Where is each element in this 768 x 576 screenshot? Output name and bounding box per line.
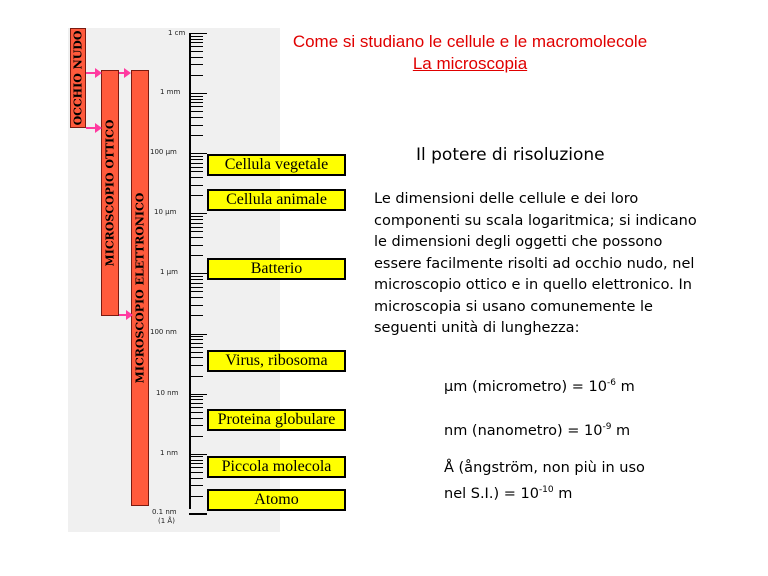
scale-tick: [189, 46, 203, 47]
scale-label-1cm: 1 cm: [168, 29, 186, 37]
scale-tick: [189, 33, 207, 34]
arrow-naked-eye: [86, 127, 96, 129]
scale-tick: [189, 291, 203, 292]
scale-label-0-1nm: 0.1 nm: [152, 508, 177, 516]
scale-tick: [189, 231, 203, 232]
naked-eye-label: OCCHIO NUDO: [71, 30, 85, 126]
scale-tick: [189, 343, 203, 344]
page-subtitle: La microscopia: [412, 54, 528, 73]
scale-tick: [189, 223, 203, 224]
scale-tick: [189, 111, 203, 112]
scale-tick: [189, 357, 203, 358]
scale-tick: [189, 460, 203, 461]
scale-tick: [189, 339, 203, 340]
scale-tick: [189, 396, 203, 397]
scale-tick: [189, 99, 203, 100]
scale-tick: [189, 347, 203, 348]
scale-tick: [189, 93, 207, 94]
unit-micrometer-text: µm (micrometro) = 10: [444, 378, 607, 395]
scale-tick: [189, 287, 203, 288]
scale-tick: [189, 227, 203, 228]
scale-tick: [189, 478, 203, 479]
scale-tick: [189, 273, 207, 274]
scale-tick: [189, 96, 203, 97]
scale-label-10nm: 10 nm: [156, 389, 179, 397]
unit-micrometer-exp: -6: [606, 378, 616, 388]
unit-micrometer: [444, 373, 635, 398]
scale-label-1-angstrom: (1 Å): [158, 517, 175, 525]
scale-label-10um: 10 µm: [154, 208, 177, 216]
scale-tick: [189, 177, 203, 178]
scale-tick: [189, 463, 203, 464]
unit-angstrom-suffix: m: [553, 485, 573, 502]
scale-tick: [189, 106, 203, 107]
scale-label-1um: 1 µm: [160, 268, 178, 276]
scale-tick: [189, 42, 203, 43]
scale-tick: [189, 334, 207, 335]
scale-tick: [189, 399, 203, 400]
scale-tick: [189, 407, 203, 408]
scale-tick: [189, 496, 203, 497]
scale-tick: [189, 195, 203, 196]
scale-tick: [189, 39, 203, 40]
scale-tick: [189, 403, 203, 404]
scale-tick: [189, 436, 203, 437]
scale-tick: [189, 159, 203, 160]
scale-tick: [189, 156, 203, 157]
unit-nanometer-suffix: m: [611, 422, 631, 439]
scale-tick: [189, 57, 203, 58]
section-heading: Il potere di risoluzione: [416, 145, 605, 165]
scale-tick: [189, 213, 207, 214]
electron-microscope-bar: [131, 70, 149, 506]
scale-tick: [189, 64, 203, 65]
electron-microscope-label: MICROSCOPIO ELETTRONICO: [133, 192, 147, 384]
scale-tick: [189, 135, 203, 136]
scale-tick: [189, 216, 203, 217]
scale-tick: [189, 279, 203, 280]
unit-angstrom-line1: Å (ångström, non più in uso: [444, 460, 645, 476]
scale-tick: [189, 117, 203, 118]
scale-tick: [189, 102, 203, 103]
scale-label-1mm: 1 mm: [160, 88, 181, 96]
unit-angstrom-text: nel S.I.) = 10: [444, 485, 539, 502]
scale-tick: [189, 454, 207, 455]
object-piccola-molecola: Piccola molecola: [207, 456, 346, 478]
scale-tick: [189, 297, 203, 298]
object-batterio: Batterio: [207, 258, 346, 280]
unit-nanometer-exp: -9: [602, 422, 612, 432]
page-title: Come si studiano le cellule e le macromolecole: [292, 32, 648, 51]
arrow-optical-top: [86, 72, 96, 74]
object-atomo: Atomo: [207, 489, 346, 511]
scale-tick: [189, 412, 203, 413]
scale-tick: [189, 336, 203, 337]
scale-tick: [189, 425, 203, 426]
scale-tick: [189, 485, 203, 486]
scale-tick: [189, 125, 203, 126]
unit-angstrom-line2: [444, 480, 645, 505]
optical-microscope-label: MICROSCOPIO OTTICO: [103, 119, 117, 267]
unit-nanometer: [444, 417, 630, 442]
scale-tick: [189, 467, 203, 468]
object-proteina-globulare: Proteina globulare: [207, 409, 346, 431]
scale-tick: [189, 219, 203, 220]
scale-tick: [189, 315, 203, 316]
scale-tick: [189, 245, 203, 246]
scale-tick: [189, 376, 203, 377]
scale-tick: [189, 185, 203, 186]
description-paragraph: Le dimensioni delle cellule e dei loro componenti su scala logaritmica; si indicano le dimensioni degli oggetti che possono essere facilmente risolti ad occhio nudo, nel microscopio ottico e in quello elettronico. In microscopia si usano comunemente le seguenti unità di lunghezza:: [374, 191, 697, 336]
unit-angstrom: [444, 458, 645, 505]
scale-tick: [189, 276, 203, 277]
scale-tick: [189, 283, 203, 284]
unit-angstrom-exp: -10: [538, 484, 554, 495]
scale-tick: [189, 352, 203, 353]
arrow-electron-top: [119, 72, 125, 74]
scale-ruler: [189, 33, 191, 509]
scale-tick: [189, 255, 203, 256]
scale-tick: [189, 513, 207, 514]
unit-nanometer-text: nm (nanometro) = 10: [444, 422, 603, 439]
scale-label-100nm: 100 nm: [150, 328, 177, 336]
arrow-optical-bottom: [119, 314, 127, 316]
unit-micrometer-suffix: m: [615, 378, 635, 395]
scale-tick: [189, 472, 203, 473]
scale-tick: [189, 153, 207, 154]
naked-eye-bar: [70, 28, 86, 128]
scale-tick: [189, 163, 203, 164]
scale-tick: [189, 514, 207, 515]
scale-tick: [189, 365, 203, 366]
scale-label-100um: 100 µm: [150, 148, 177, 156]
scale-label-1nm: 1 nm: [160, 449, 178, 457]
scale-tick: [189, 456, 203, 457]
scale-tick: [189, 418, 203, 419]
scale-tick: [189, 237, 203, 238]
scale-tick: [189, 171, 203, 172]
scale-tick: [189, 75, 203, 76]
scale-tick: [189, 36, 203, 37]
scale-tick: [189, 167, 203, 168]
scale-tick: [189, 305, 203, 306]
optical-microscope-bar: [101, 70, 119, 316]
object-cellula-animale: Cellula animale: [207, 189, 346, 211]
scale-tick: [189, 394, 207, 395]
scale-tick: [189, 51, 203, 52]
object-cellula-vegetale: Cellula vegetale: [207, 154, 346, 176]
object-virus-ribosoma: Virus, ribosoma: [207, 350, 346, 372]
